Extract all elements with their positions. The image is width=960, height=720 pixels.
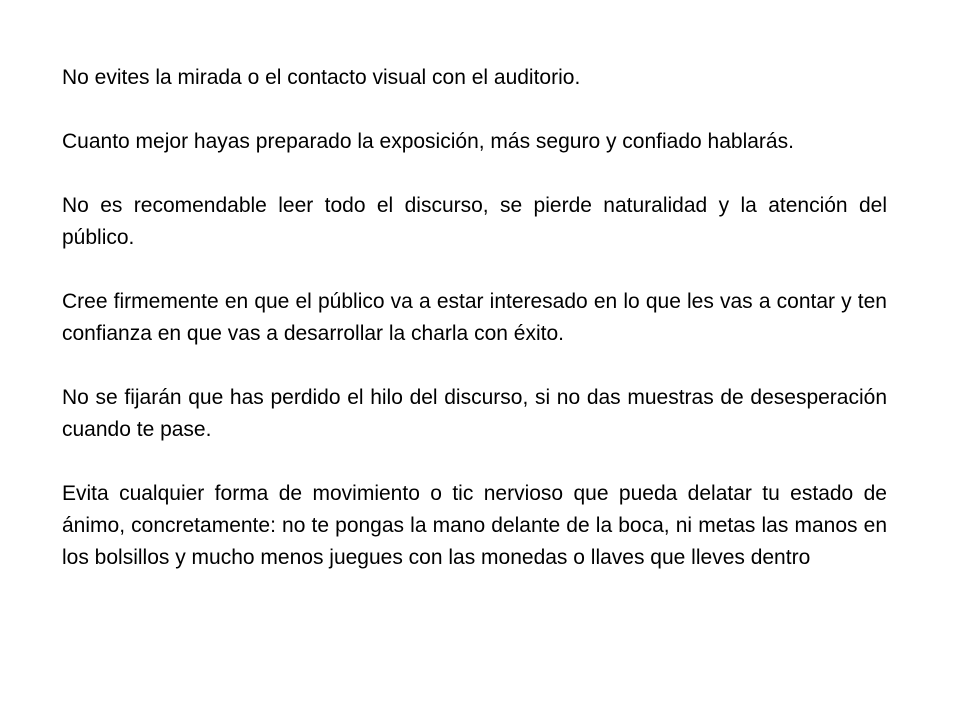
paragraph-lost-thread: No se fijarán que has perdido el hilo del discurso, si no das muestras de desesperación cuando te pase. bbox=[62, 386, 887, 441]
paragraph-confidence: Cree firmemente en que el público va a estar interesado en lo que les vas a contar y ten confianza en que vas a desarrollar la charla con éxito. bbox=[62, 290, 887, 345]
paragraph-reading: No es recomendable leer todo el discurso, se pierde naturalidad y la atención del público. bbox=[62, 194, 887, 249]
paragraph-eye-contact: No evites la mirada o el contacto visual con el auditorio. bbox=[62, 66, 581, 89]
paragraph-nervous-tics: Evita cualquier forma de movimiento o tic nervioso que pueda delatar tu estado de ánimo, concretamente: no te pongas la mano delante de la boca, ni metas las manos en los bolsillos y mucho menos juegues con las monedas o llaves que lleves dentro bbox=[62, 482, 887, 569]
paragraph-preparation: Cuanto mejor hayas preparado la exposición, más seguro y confiado hablarás. bbox=[62, 130, 794, 153]
slide-text-body bbox=[62, 62, 887, 574]
